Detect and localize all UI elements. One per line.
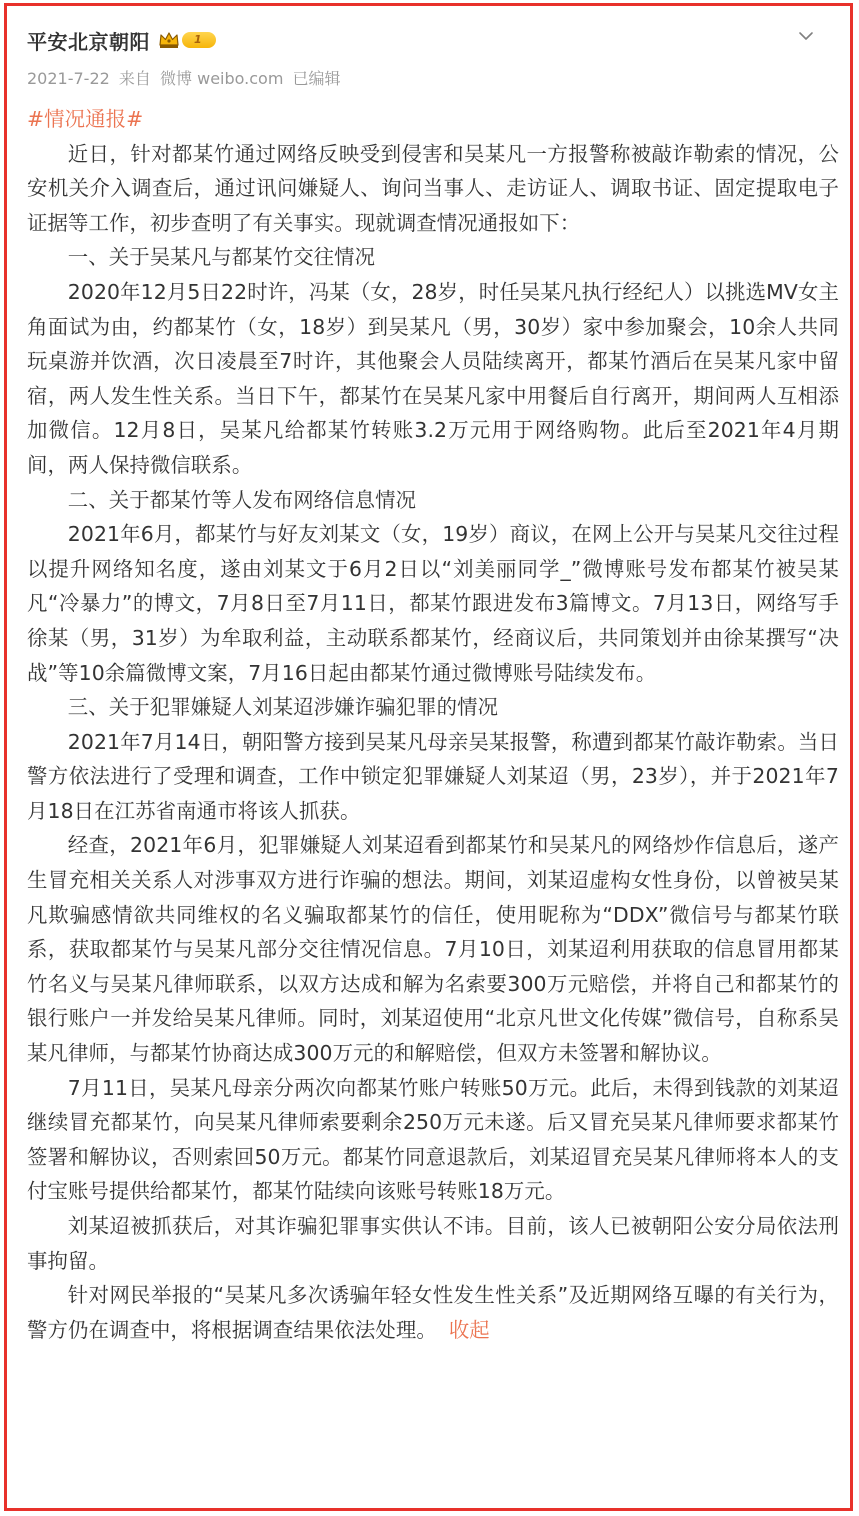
author-name[interactable]: 平安北京朝阳: [27, 29, 150, 54]
paragraph: 2021年6月，都某竹与好友刘某文（女，19岁）商议，在网上公开与吴某凡交往过程以提升网络知名度，遂由刘某文于6月2日以“刘美丽同学_”微博账号发布都某竹被吴某凡“冷暴力”的博文，7月8日至7月11日，都某竹跟进发布3篇博文。7月13日，网络写手徐某（男，31岁）为牟取利益，主动联系都某竹，经商议后，共同策划并由徐某撰写“决战”等10余篇微博文案，7月16日起由都某竹通过微博账号陆续发布。: [27, 522, 839, 685]
crown-icon: [158, 31, 180, 49]
paragraph-text: 针对网民举报的“吴某凡多次诱骗年轻女性发生性关系”及近期网络互曝的有关行为，警方仍在调查中，将根据调查结果依法处理。: [27, 1283, 839, 1342]
section-heading: 三、关于犯罪嫌疑人刘某迢涉嫌诈骗犯罪的情况: [67, 695, 499, 720]
paragraph-last: [27, 1278, 839, 1347]
paragraph: 2020年12月5日22时许，冯某（女，28岁，时任吴某凡执行经纪人）以挑选MV女主角面试为由，约都某竹（女，18岁）到吴某凡（男，30岁）家中参加聚会，10余人共同玩桌游并饮酒，次日凌晨至7时许，其他聚会人员陆续离开，都某竹酒后在吴某凡家中留宿，两人发生性关系。当日下午，都某竹在吴某凡家中用餐后自行离开，期间两人互相添加微信。12月8日，吴某凡给都某竹转账3.2万元用于网络购物。此后至2021年4月期间，两人保持微信联系。: [27, 279, 839, 477]
hashtag-line: [27, 102, 839, 137]
section-heading: 一、关于吴某凡与都某竹交往情况: [67, 245, 376, 270]
level-badge: 1: [182, 32, 216, 48]
section-heading: 二、关于都某竹等人发布网络信息情况: [67, 487, 417, 512]
paragraph: 刘某迢被抓获后，对其诈骗犯罪事实供认不讳。目前，该人已被朝阳公安分局依法刑事拘留。: [27, 1214, 839, 1273]
collapse-link[interactable]: 收起: [448, 1317, 490, 1342]
member-badge[interactable]: [158, 31, 216, 49]
from-label: 来自: [118, 69, 151, 88]
post-source: 微博 weibo.com: [160, 69, 284, 88]
post-header: [27, 24, 830, 94]
chevron-down-icon[interactable]: [796, 26, 816, 46]
post-meta: [27, 66, 830, 89]
paragraph: 2021年7月14日，朝阳警方接到吴某凡母亲吴某报警，称遭到都某竹敲诈勒索。当日警方依法进行了受理和调查，工作中锁定犯罪嫌疑人刘某迢（男，23岁），并于2021年7月18日在江苏省南通市将该人抓获。: [27, 729, 839, 823]
paragraph: 近日，针对都某竹通过网络反映受到侵害和吴某凡一方报警称被敲诈勒索的情况，公安机关介入调查后，通过讯问嫌疑人、询问当事人、走访证人、调取书证、固定提取电子证据等工作，初步查明了有关事实。现就调查情况通报如下：: [27, 141, 839, 235]
author-row: [27, 24, 830, 56]
edited-label[interactable]: 已编辑: [292, 69, 341, 88]
paragraph: 经查，2021年6月，犯罪嫌疑人刘某迢看到都某竹和吴某凡的网络炒作信息后，遂产生冒充相关关系人对涉事双方进行诈骗的想法。期间，刘某迢虚构女性身份，以曾被吴某凡欺骗感情欲共同维权的名义骗取都某竹的信任，使用昵称为“DDX”微信号与都某竹联系，获取都某竹与吴某凡部分交往情况信息。7月10日，刘某迢利用获取的信息冒用都某竹名义与吴某凡律师联系，以双方达成和解为名索要300万元赔偿，并将自己和都某竹的银行账户一并发给吴某凡律师。同时，刘某迢使用“北京凡世文化传媒”微信号，自称系吴某凡律师，与都某竹协商达成300万元的和解赔偿，但双方未签署和解协议。: [27, 833, 839, 1066]
hashtag-link[interactable]: #情况通报#: [27, 107, 144, 131]
weibo-post-card: [4, 3, 853, 1511]
post-date[interactable]: 2021-7-22: [27, 69, 110, 88]
paragraph: 7月11日，吴某凡母亲分两次向都某竹账户转账50万元。此后，未得到钱款的刘某迢继续冒充都某竹，向吴某凡律师索要剩余250万元未遂。后又冒充吴某凡律师要求都某竹签署和解协议，否则索回50万元。都某竹同意退款后，刘某迢冒充吴某凡律师将本人的支付宝账号提供给都某竹，都某竹陆续向该账号转账18万元。: [27, 1075, 839, 1204]
post-content: [27, 102, 839, 1347]
